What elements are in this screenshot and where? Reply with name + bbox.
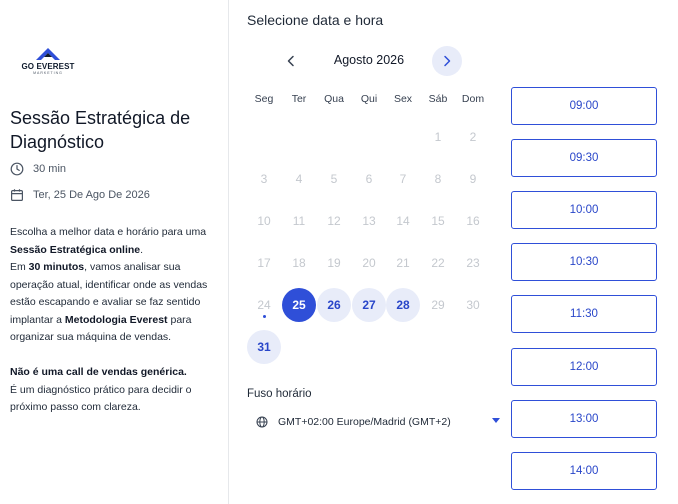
timezone-label: Fuso horário — [247, 388, 312, 400]
event-title: Sessão Estratégica de Diagnóstico — [10, 108, 191, 152]
description-emphasis: Sessão Estratégica online — [10, 243, 141, 256]
calendar-day-disabled: 17 — [257, 256, 271, 270]
timezone-value: GMT+02:00 Europe/Madrid (GMT+2) — [278, 416, 451, 428]
weekday-header: Qua — [324, 93, 344, 105]
calendar-day-disabled: 13 — [362, 214, 376, 228]
calendar-day-disabled: 9 — [469, 172, 477, 186]
weekday-header: Ter — [291, 93, 307, 105]
calendar-day-available[interactable]: 27 — [352, 288, 386, 322]
event-date-text: Ter, 25 De Ago De 2026 — [33, 189, 150, 201]
description-emphasis: Metodologia Everest — [64, 313, 168, 326]
weekday-header: Dom — [461, 93, 485, 105]
time-slot-button[interactable]: 11:30 — [511, 295, 657, 333]
description-text: para organizar sua máquina de vendas. — [10, 313, 192, 343]
chevron-left-icon — [286, 55, 296, 67]
description-text: É um diagnóstico prático para decidir o próximo passo com clareza. — [10, 383, 192, 413]
calendar-day-available[interactable]: 31 — [247, 330, 281, 364]
calendar-day-disabled: 8 — [434, 172, 442, 186]
calendar-day-disabled: 24 — [257, 298, 271, 312]
calendar-day-disabled: 15 — [431, 214, 445, 228]
calendar-day-disabled: 21 — [396, 256, 410, 270]
description-text: , vamos analisar sua operação atual, identificar onde as vendas estão escapando e avaliar se faz sentido implantar a — [10, 261, 208, 326]
calendar-day-disabled: 30 — [466, 298, 480, 312]
weekday-header: Seg — [254, 93, 274, 105]
description-emphasis: 30 minutos — [28, 261, 85, 273]
calendar-icon — [10, 188, 24, 202]
today-indicator-dot — [263, 315, 266, 318]
event-details-panel — [0, 0, 229, 504]
brand-logo — [18, 48, 78, 78]
calendar-day-available[interactable]: 28 — [386, 288, 420, 322]
time-slot-button[interactable]: 09:30 — [511, 139, 657, 177]
month-label: Agosto 2026 — [333, 53, 405, 67]
brand-tagline: MARKETING — [33, 71, 63, 75]
calendar-day-disabled: 3 — [260, 172, 268, 186]
event-date — [10, 188, 150, 202]
weekday-header: Sex — [393, 93, 413, 105]
picker-heading: Selecione data e hora — [247, 12, 384, 28]
calendar-day-disabled: 18 — [292, 256, 306, 270]
calendar-day-disabled: 12 — [327, 214, 341, 228]
time-slot-button[interactable]: 10:30 — [511, 243, 657, 281]
calendar-day-disabled: 4 — [295, 172, 303, 186]
previous-month-button[interactable] — [276, 46, 306, 76]
event-description — [10, 224, 222, 417]
next-month-button[interactable] — [432, 46, 462, 76]
dropdown-caret-icon — [492, 418, 500, 423]
time-slot-button[interactable]: 12:00 — [511, 348, 657, 386]
event-duration — [10, 162, 66, 176]
calendar-day-disabled: 19 — [327, 256, 341, 270]
time-slot-button[interactable]: 10:00 — [511, 191, 657, 229]
time-slot-button[interactable]: 14:00 — [511, 452, 657, 490]
calendar-day-disabled: 10 — [257, 214, 271, 228]
event-duration-text: 30 min — [33, 163, 67, 175]
calendar-day-disabled: 5 — [330, 172, 338, 186]
clock-icon — [10, 162, 24, 176]
calendar-day-disabled: 23 — [466, 256, 480, 270]
weekday-header: Qui — [360, 93, 378, 105]
calendar-day-disabled: 2 — [469, 130, 477, 144]
description-emphasis: Não é uma call de vendas genérica. — [10, 366, 187, 378]
timezone-select[interactable] — [256, 412, 504, 432]
calendar-day-disabled: 20 — [362, 256, 376, 270]
calendar-day-disabled: 6 — [365, 172, 373, 186]
description-text: Escolha a melhor data e horário para uma — [10, 226, 207, 238]
calendar-day-disabled: 29 — [431, 298, 445, 312]
brand-name: GO EVEREST — [21, 62, 75, 71]
chevron-right-icon — [442, 55, 452, 67]
calendar-day-disabled: 14 — [396, 214, 410, 228]
time-slot-button[interactable]: 13:00 — [511, 400, 657, 438]
calendar-day-selected[interactable]: 25 — [282, 288, 316, 322]
weekday-header: Sáb — [428, 93, 448, 105]
calendar-day-disabled: 11 — [292, 214, 306, 228]
month-navigation — [276, 46, 464, 76]
globe-icon — [256, 416, 268, 428]
calendar-day-available[interactable]: 26 — [317, 288, 351, 322]
calendar-day-disabled: 1 — [434, 130, 442, 144]
time-slot-button[interactable]: 09:00 — [511, 87, 657, 125]
description-text: Em — [10, 261, 29, 273]
description-text: . — [140, 243, 144, 256]
calendar-day-disabled: 16 — [466, 214, 480, 228]
mountain-logo-icon — [36, 48, 60, 61]
calendar-day-disabled: 7 — [399, 172, 407, 186]
calendar-day-disabled: 22 — [431, 256, 445, 270]
